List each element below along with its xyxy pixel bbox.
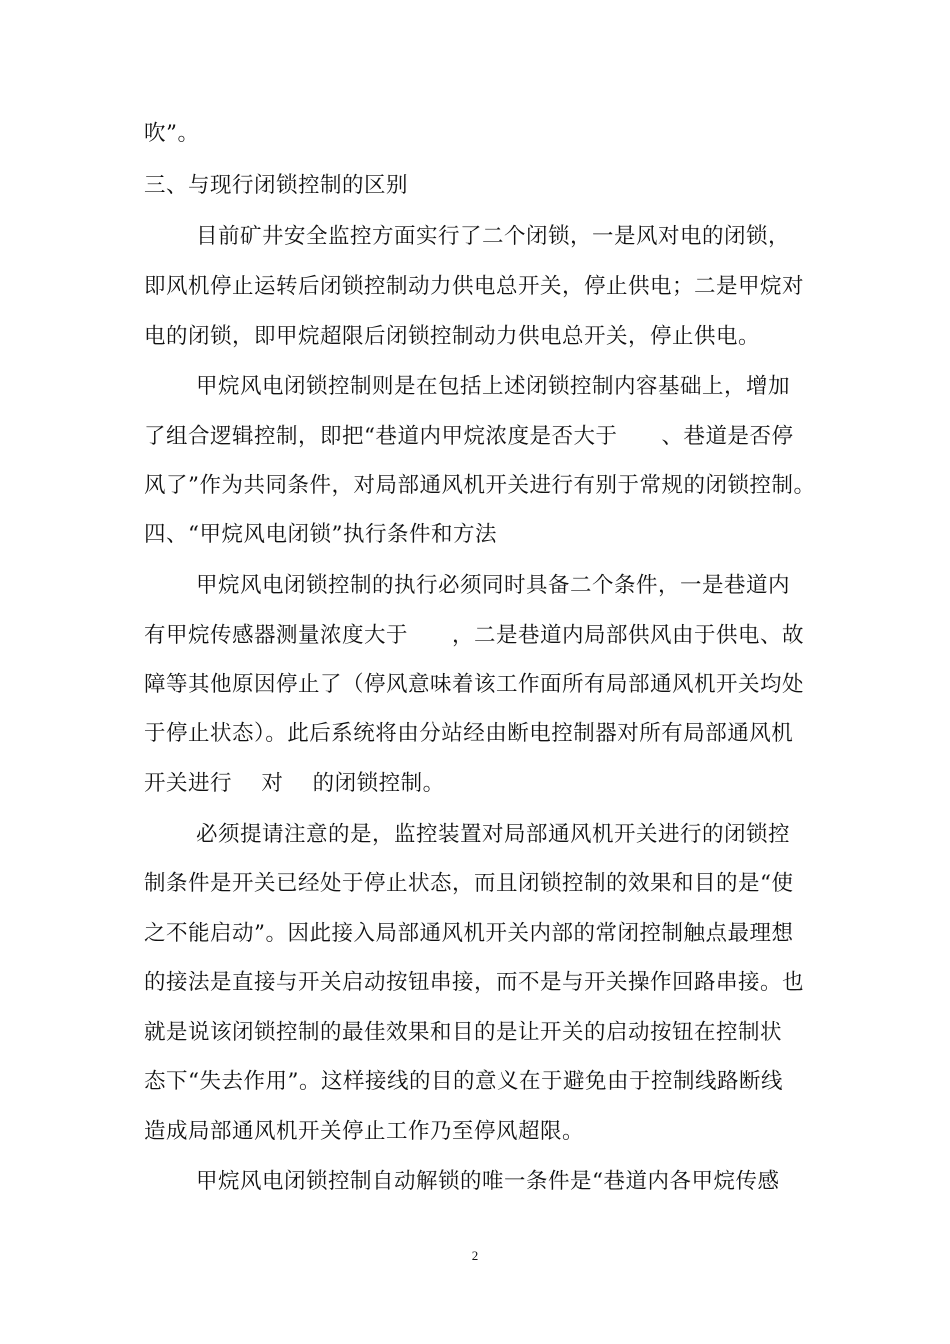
- text-line: 吹”。: [144, 121, 200, 146]
- text-line: 造成局部通风机开关停止工作乃至停风超限。: [144, 1119, 585, 1144]
- page-number: 2: [471, 1248, 479, 1263]
- text-line: 甲烷风电闭锁控制的执行必须同时具备二个条件，一是巷道内: [196, 573, 791, 598]
- text-line: 风了”作为共同条件，对局部通风机开关进行有别于常规的闭锁控制。: [144, 473, 816, 498]
- text-line: 即风机停止运转后闭锁控制动力供电总开关，停止供电；二是甲烷对: [144, 274, 805, 299]
- text-line: 的接法是直接与开关启动按钮串接，而不是与开关操作回路串接。也: [144, 970, 805, 995]
- text-line: 障等其他原因停止了（停风意味着该工作面所有局部通风机开关均处: [144, 672, 805, 697]
- text-line: 于停止状态）。此后系统将由分站经由断电控制器对所有局部通风机: [144, 721, 794, 746]
- section-heading: 四、“甲烷风电闭锁”执行条件和方法: [144, 522, 497, 547]
- text-line: 有甲烷传感器测量浓度大于 ，二是巷道内局部供风由于供电、故: [144, 623, 805, 648]
- text-line: 了组合逻辑控制，即把“巷道内甲烷浓度是否大于 、巷道是否停: [144, 424, 794, 449]
- text-line: 态下“失去作用”。这样接线的目的意义在于避免由于控制线路断线: [144, 1069, 783, 1094]
- text-line: 甲烷风电闭锁控制自动解锁的唯一条件是“巷道内各甲烷传感: [196, 1169, 780, 1194]
- text-line: 就是说该闭锁控制的最佳效果和目的是让开关的启动按钮在控制状: [144, 1020, 783, 1045]
- text-line: 开关进行 对 的闭锁控制。: [144, 771, 445, 796]
- text-line: 电的闭锁，即甲烷超限后闭锁控制动力供电总开关，停止供电。: [144, 324, 761, 349]
- text-line: 甲烷风电闭锁控制则是在包括上述闭锁控制内容基础上，增加: [196, 374, 791, 399]
- text-line: 制条件是开关已经处于停止状态，而且闭锁控制的效果和目的是“使: [144, 871, 794, 896]
- text-line: 目前矿井安全监控方面实行了二个闭锁，一是风对电的闭锁，: [196, 224, 791, 249]
- text-line: 必须提请注意的是，监控装置对局部通风机开关进行的闭锁控: [196, 822, 791, 847]
- text-line: 之不能启动”。因此接入局部通风机开关内部的常闭控制触点最理想: [144, 921, 794, 946]
- section-heading: 三、与现行闭锁控制的区别: [144, 173, 409, 198]
